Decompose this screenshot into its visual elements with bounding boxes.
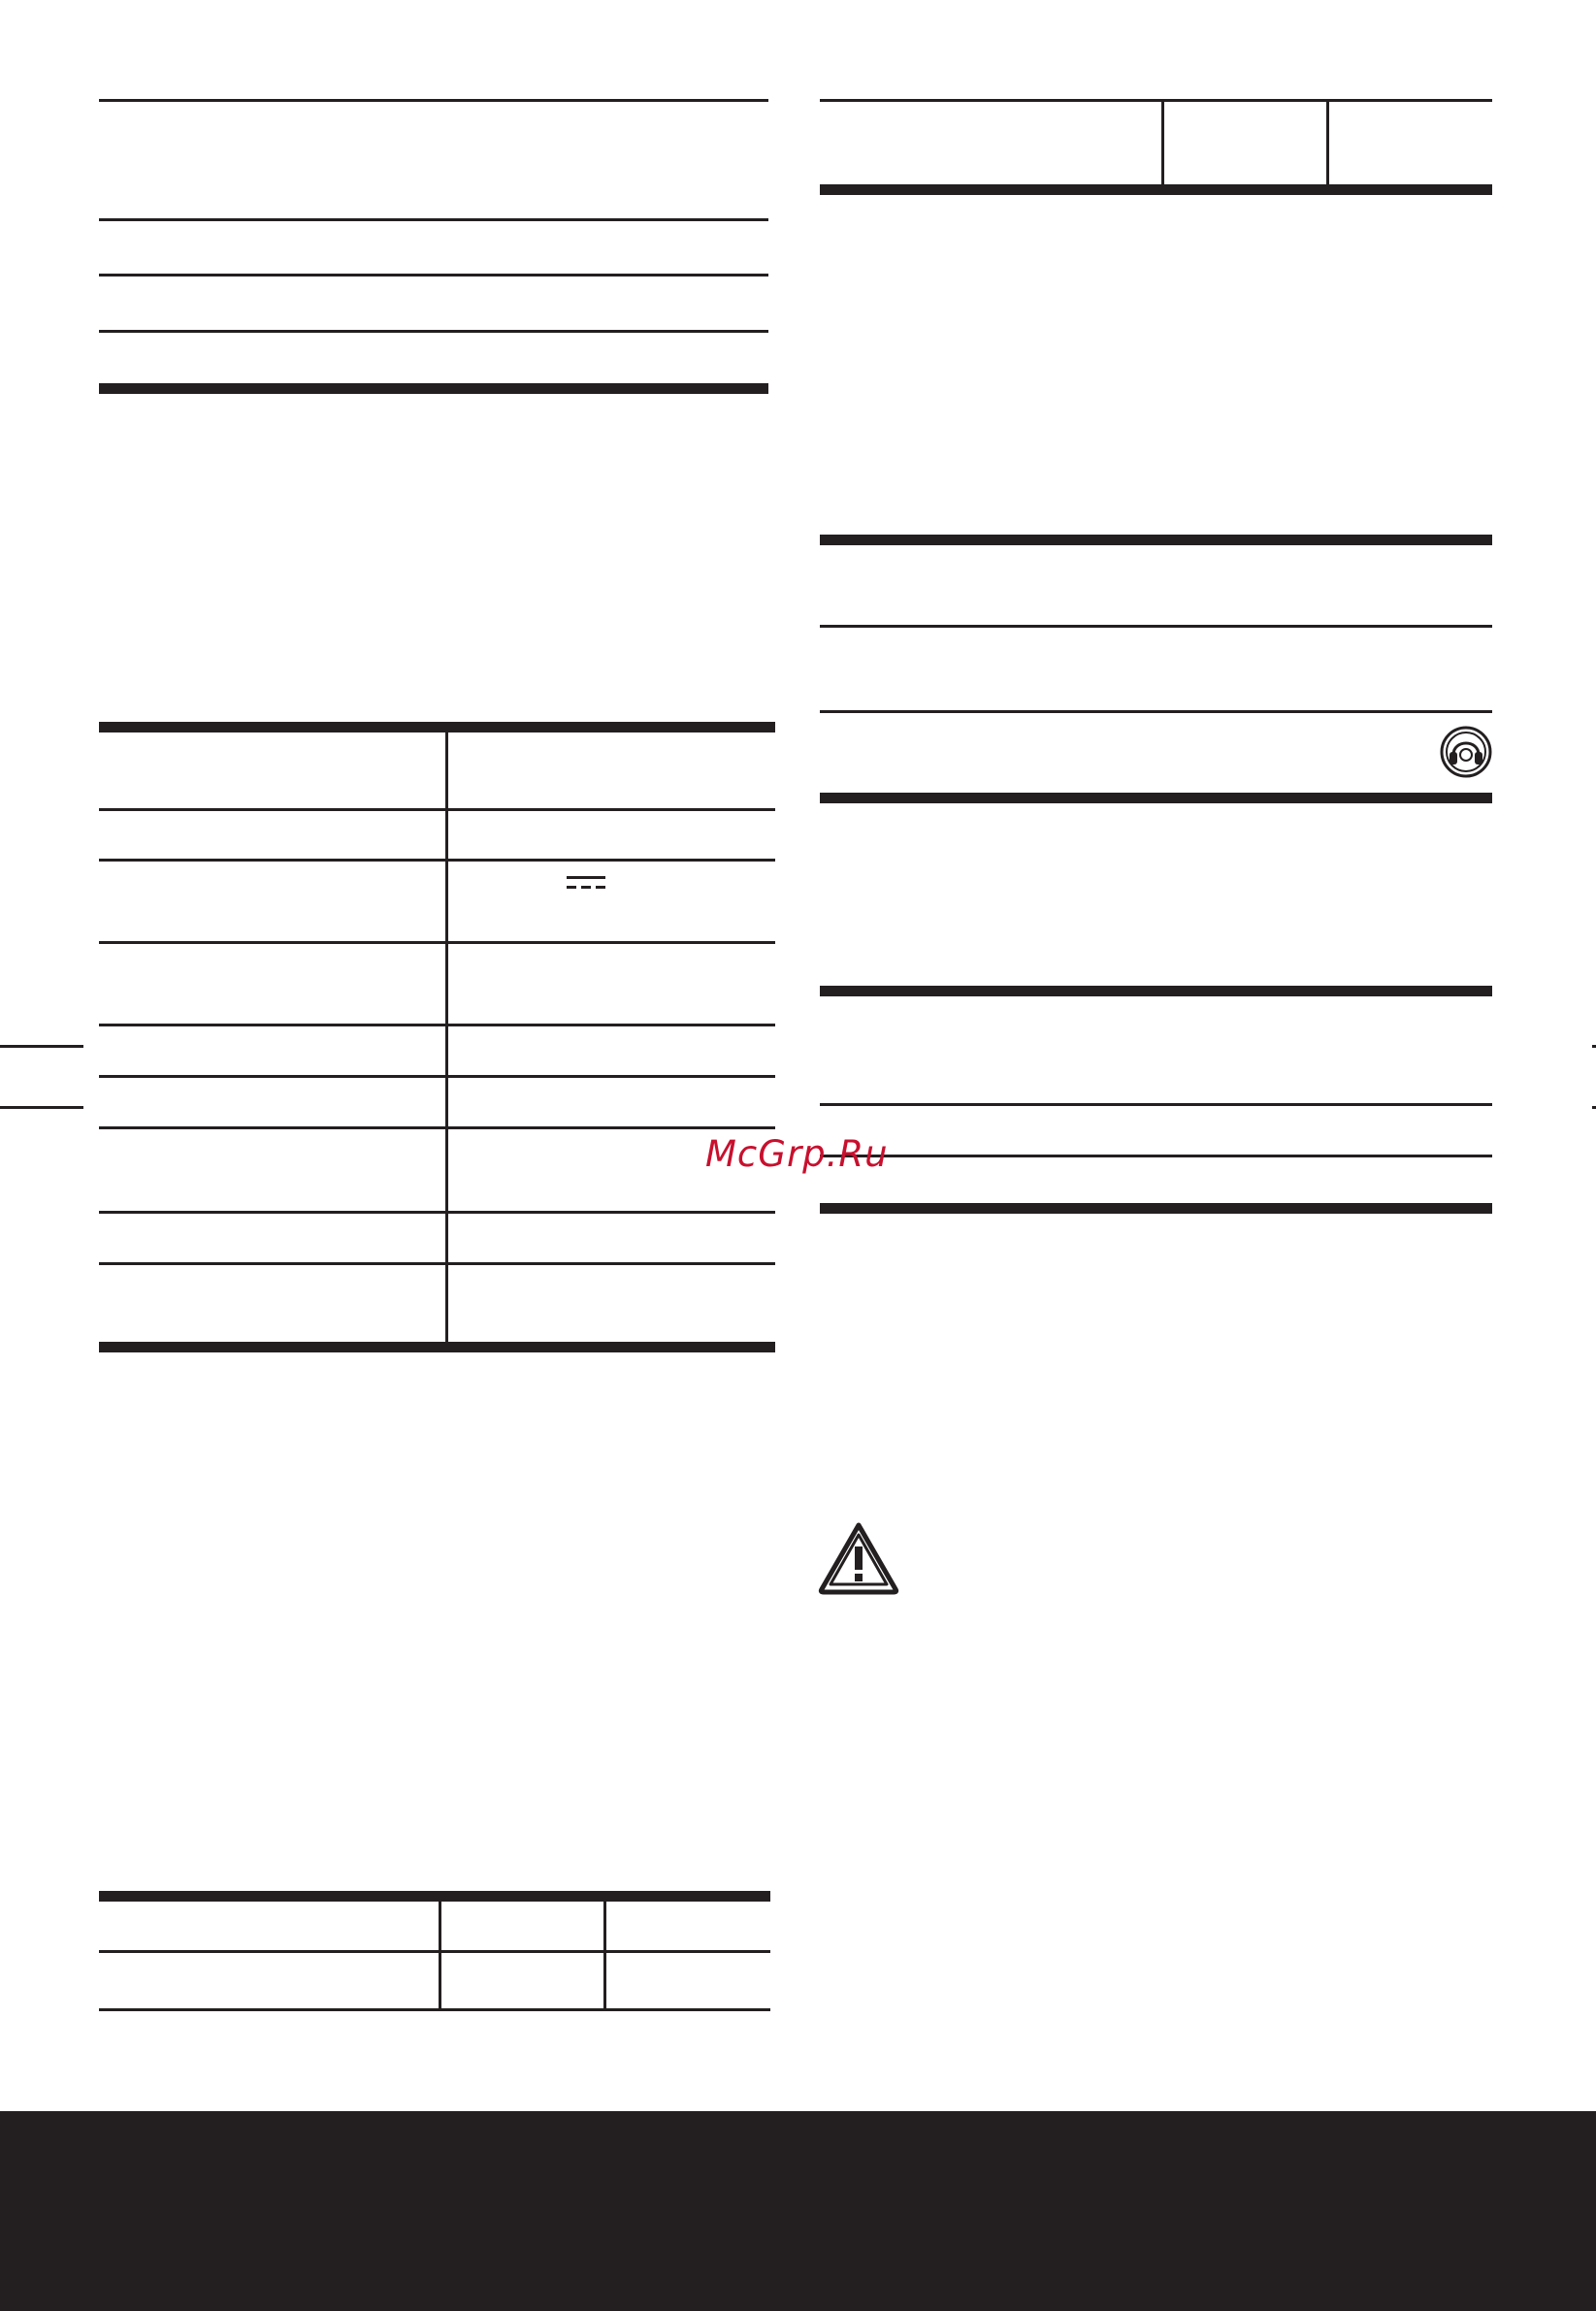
bottom-table-bottom-rule [99, 2008, 770, 2011]
right-block-rule-2 [820, 710, 1492, 713]
table-row-rule [99, 859, 775, 862]
table-row-rule [99, 941, 775, 944]
top-right-table-divider-2 [1326, 99, 1329, 186]
top-left-rule-3 [99, 274, 768, 277]
table-bottom-rule [99, 1342, 775, 1352]
table-row-rule [99, 808, 775, 811]
right-block2-rule-1 [820, 1103, 1492, 1106]
right-block2-heavy-rule-2 [820, 1203, 1492, 1214]
warning-triangle-icon [818, 1521, 899, 1595]
table-row-rule [99, 1024, 775, 1026]
top-left-rule-heavy [99, 383, 768, 394]
top-left-rule-1 [99, 99, 768, 102]
right-block-heavy-rule-2 [820, 793, 1492, 803]
table-row-rule [99, 1262, 775, 1265]
right-block2-rule-2 [820, 1155, 1492, 1157]
table-row-rule [99, 1075, 775, 1078]
top-left-rule-2 [99, 218, 768, 221]
bottom-table-divider-2 [603, 1900, 606, 2010]
table-column-divider [445, 730, 448, 1343]
side-tab-mark-right-bottom [1592, 1106, 1596, 1109]
top-left-rule-4 [99, 330, 768, 333]
top-right-table-heavy-rule [820, 184, 1492, 195]
side-tab-mark-left-bottom [0, 1106, 83, 1109]
table-row-rule [99, 1211, 775, 1214]
right-block-rule-1 [820, 625, 1492, 628]
right-block2-heavy-rule-1 [820, 986, 1492, 996]
dc-current-symbol-icon [566, 875, 606, 891]
bottom-table-row-rule [99, 1950, 770, 1953]
right-block-heavy-rule-1 [820, 535, 1492, 545]
watermark-text: McGrp.Ru [705, 1133, 889, 1175]
footer-band [0, 2111, 1596, 2311]
side-tab-mark-right-top [1592, 1045, 1596, 1048]
hearing-protection-icon [1440, 726, 1492, 778]
top-right-table-rule [820, 99, 1492, 102]
side-tab-mark-left-top [0, 1045, 83, 1048]
top-right-table-divider-1 [1161, 99, 1164, 186]
table-top-rule [99, 722, 775, 732]
bottom-table-divider-1 [439, 1900, 441, 2010]
bottom-table-top-rule [99, 1891, 770, 1902]
table-row-rule [99, 1126, 775, 1129]
